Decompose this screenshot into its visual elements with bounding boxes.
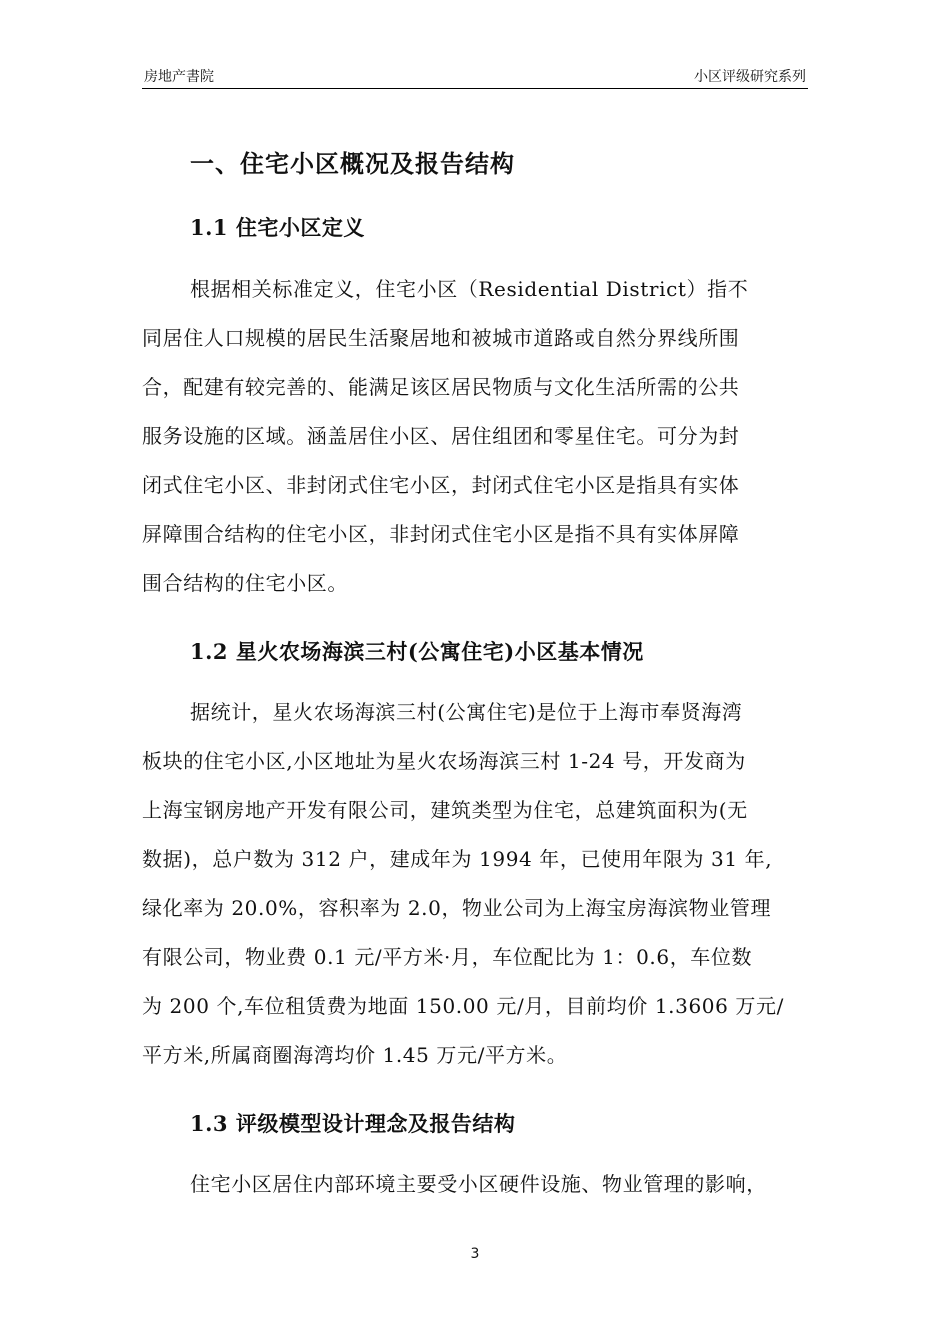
header-left-title: 房地产書院 xyxy=(144,69,214,85)
paragraph-line: 有限公司，物业费 0.1 元/平方米·月，车位配比为 1：0.6，车位数 xyxy=(142,945,753,969)
paragraph-line: 围合结构的住宅小区。 xyxy=(142,571,348,595)
section-heading-1-1: 1.1 住宅小区定义 xyxy=(190,215,365,240)
section-1-2-paragraph xyxy=(142,688,812,1080)
paragraph-line: 闭式住宅小区、非封闭式住宅小区，封闭式住宅小区是指具有实体 xyxy=(142,473,740,497)
page-header xyxy=(142,66,808,89)
paragraph-line: 数据)，总户数为 312 户，建成年为 1994 年，已使用年限为 31 年, xyxy=(142,847,773,871)
section-1-3-paragraph xyxy=(142,1160,812,1209)
chapter-title: 一、住宅小区概况及报告结构 xyxy=(190,149,515,178)
paragraph-line: 为 200 个,车位租赁费为地面 150.00 元/月，目前均价 1.3606 万元/ xyxy=(142,994,784,1018)
paragraph-line: 服务设施的区域。涵盖居住小区、居住组团和零星住宅。可分为封 xyxy=(142,424,740,448)
paragraph-line: 平方米,所属商圈海湾均价 1.45 万元/平方米。 xyxy=(142,1043,568,1067)
section-heading-1-3: 1.3 评级模型设计理念及报告结构 xyxy=(190,1111,516,1136)
header-right-title: 小区评级研究系列 xyxy=(694,69,806,85)
page-number: 3 xyxy=(470,1246,480,1262)
paragraph-line: 绿化率为 20.0%，容积率为 2.0，物业公司为上海宝房海滨物业管理 xyxy=(142,896,772,920)
paragraph-line: 据统计，星火农场海滨三村(公寓住宅)是位于上海市奉贤海湾 xyxy=(190,700,743,724)
paragraph-line: 上海宝钢房地产开发有限公司，建筑类型为住宅，总建筑面积为(无 xyxy=(142,798,748,822)
section-heading-1-2: 1.2 星火农场海滨三村(公寓住宅)小区基本情况 xyxy=(190,639,644,664)
paragraph-line: 住宅小区居住内部环境主要受小区硬件设施、物业管理的影响， xyxy=(190,1172,767,1196)
paragraph-line: 合，配建有较完善的、能满足该区居民物质与文化生活所需的公共 xyxy=(142,375,740,399)
paragraph-line: 根据相关标准定义，住宅小区（Residential District）指不 xyxy=(190,277,749,301)
section-1-1-paragraph xyxy=(142,265,812,608)
paragraph-line: 同居住人口规模的居民生活聚居地和被城市道路或自然分界线所围 xyxy=(142,326,740,350)
paragraph-line: 屏障围合结构的住宅小区，非封闭式住宅小区是指不具有实体屏障 xyxy=(142,522,740,546)
paragraph-line: 板块的住宅小区,小区地址为星火农场海滨三村 1-24 号，开发商为 xyxy=(142,749,746,773)
